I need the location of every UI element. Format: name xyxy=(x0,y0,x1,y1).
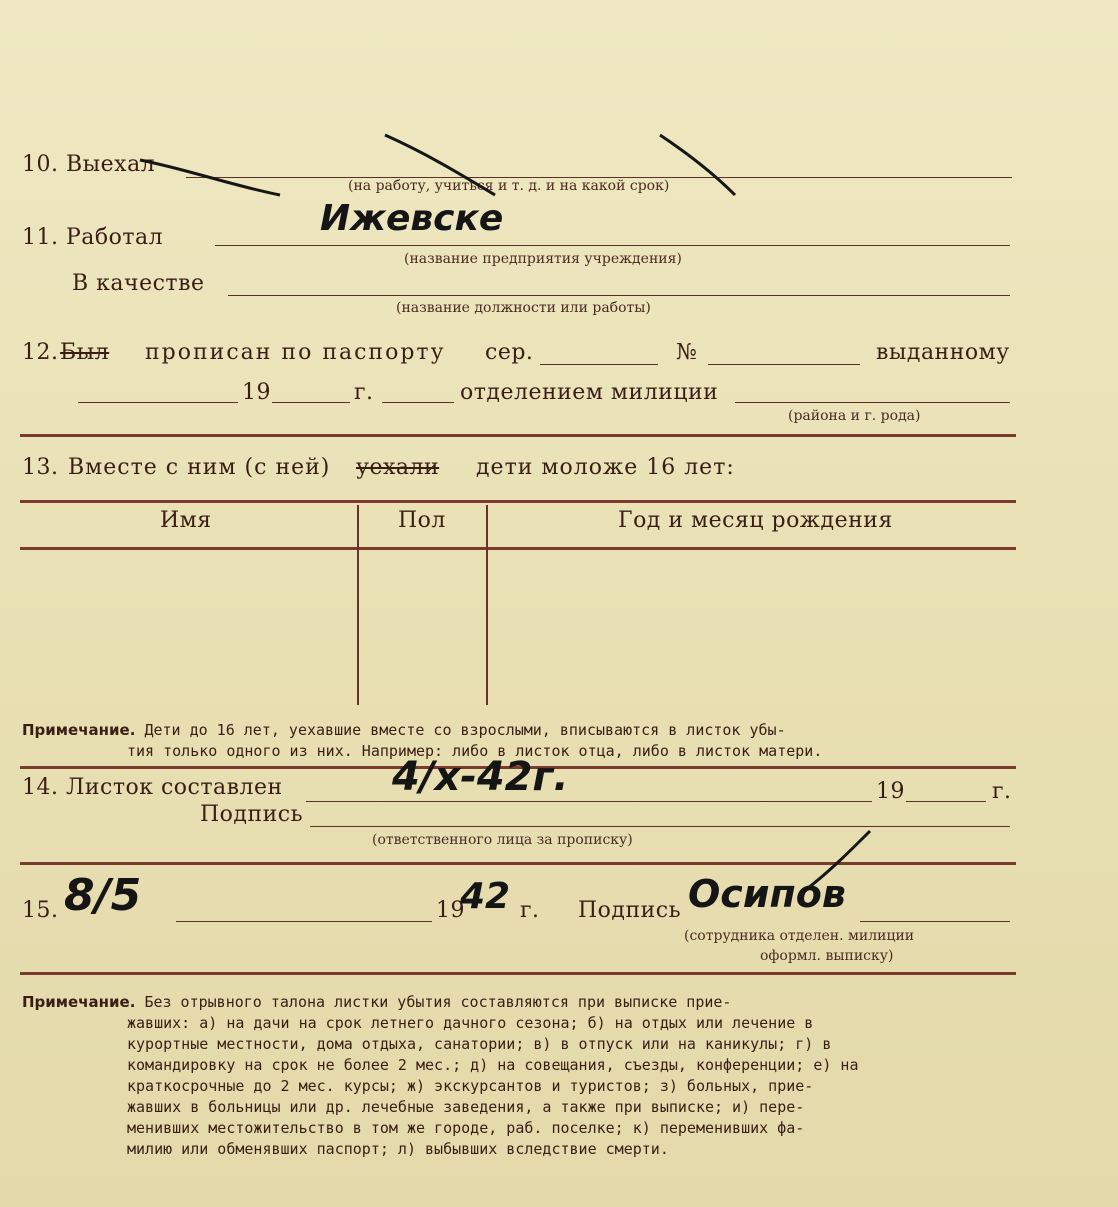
table-header-line xyxy=(20,547,1016,550)
series-label: сер. xyxy=(485,340,534,365)
field-14-year-prefix: 19 xyxy=(876,779,905,804)
field-14-year-line xyxy=(906,801,986,802)
field-15-year-handwritten: 42 xyxy=(460,876,511,917)
col-header-name: Имя xyxy=(160,508,212,533)
field-13-number: 13. xyxy=(22,455,59,480)
field-12-struck-word: Был xyxy=(60,340,110,365)
table-col-divider-1 xyxy=(357,505,359,705)
note-2-line-1: Без отрывного талона листки убытия составляются при выписке прие- xyxy=(144,993,732,1011)
series-line xyxy=(540,364,658,365)
field-15-year-prefix: 19 xyxy=(436,898,465,923)
role-label: В качестве xyxy=(72,271,205,296)
signature-flourish xyxy=(800,826,880,896)
note-2 xyxy=(22,992,859,1160)
note-2-line-3: курортные местности, дома отдыха, санатории; в) в отпуск или на каникулы; г) в xyxy=(127,1035,832,1053)
section-divider xyxy=(20,434,1016,437)
field-15-date-handwritten: 8/5 xyxy=(64,870,142,921)
note-2-line-7: менивших местожительство в том же городе, раб. поселке; к) переменивших фа- xyxy=(127,1119,805,1137)
field-13-text: Вместе с ним (с ней) xyxy=(68,455,331,480)
col-header-birth: Год и месяц рождения xyxy=(618,508,893,533)
note-1-title: Примечание. xyxy=(22,721,136,739)
issue-date-line xyxy=(78,402,238,403)
field-15-year-suffix: г. xyxy=(520,898,540,923)
dept-label: отделением милиции xyxy=(460,380,719,405)
field-13-struck-word: уехали xyxy=(356,455,440,480)
field-15-number: 15. xyxy=(22,898,59,923)
note-1-line-1: Дети до 16 лет, уехавшие вместе со взрослыми, вписываются в листок убы- xyxy=(144,721,786,739)
field-14-sign-label: Подпись xyxy=(200,802,304,827)
field-14-sign-line xyxy=(310,826,1010,827)
field-14-label: 14. Листок составлен xyxy=(22,775,283,800)
year-prefix: 19 xyxy=(242,380,271,405)
field-15-signature: Осипов xyxy=(688,872,846,916)
field-12-number: 12. xyxy=(22,340,59,365)
field-15-sign-line xyxy=(860,921,1010,922)
number-line xyxy=(708,364,860,365)
note-2-line-6: жавших в больницы или др. лечебные заведения, а также при выписке; и) пере- xyxy=(127,1098,805,1116)
field-15-sign-label: Подпись xyxy=(578,898,682,923)
field-15-caption-2: оформл. выписку) xyxy=(760,948,894,964)
field-10-crossout-strokes xyxy=(130,125,850,205)
table-top-line xyxy=(20,500,1016,503)
year-suffix: г. xyxy=(354,380,374,405)
field-14-line xyxy=(306,801,872,802)
note-2-line-2: жавших: а) на дачи на срок летнего дачного сезона; б) на отдых или лечение в xyxy=(127,1014,814,1032)
field-15-date-line xyxy=(176,921,432,922)
field-14-caption: (ответственного лица за прописку) xyxy=(372,832,633,848)
dept-line xyxy=(735,402,1010,403)
role-line xyxy=(228,295,1010,296)
field-14-date-handwritten: 4/х-42г. xyxy=(392,754,569,800)
note-1-line-2: тия только одного из них. Например: либо в листок отца, либо в листок матери. xyxy=(127,742,823,760)
year-line xyxy=(272,402,350,403)
field-10-caption: (на работу, учиться и т. д. и на какой срок) xyxy=(348,178,670,194)
field-14-year-suffix: г. xyxy=(992,779,1012,804)
field-11-label: 11. Работал xyxy=(22,225,164,250)
dept-number-line xyxy=(382,402,454,403)
field-11-line xyxy=(215,245,1010,246)
field-12-text: прописан по паспорту xyxy=(145,340,446,365)
note-2-title: Примечание. xyxy=(22,993,136,1011)
role-caption: (название должности или работы) xyxy=(396,300,651,316)
col-header-sex: Пол xyxy=(398,508,446,533)
field-13-text-2: дети моложе 16 лет: xyxy=(476,455,735,480)
dept-caption: (района и г. рода) xyxy=(788,408,921,424)
note-2-line-4: командировку на срок не более 2 мес.; д) на совещания, съезды, конференции; е) на xyxy=(127,1056,859,1074)
section-divider-4 xyxy=(20,972,1016,975)
note-2-line-5: краткосрочные до 2 мес. курсы; ж) экскурсантов и туристов; з) больных, прие- xyxy=(127,1077,814,1095)
field-10-label: 10. Выехал xyxy=(22,152,156,177)
field-11-workplace-handwritten: Ижевске xyxy=(320,198,504,239)
note-2-line-8: милию или обменявших паспорт; л) выбывших вследствие смерти. xyxy=(127,1140,669,1158)
number-sign: № xyxy=(676,340,698,365)
table-col-divider-2 xyxy=(486,505,488,705)
issued-label: выданному xyxy=(876,340,1010,365)
field-11-caption: (название предприятия учреждения) xyxy=(404,251,682,267)
field-15-caption-1: (сотрудника отделен. милиции xyxy=(684,928,915,944)
